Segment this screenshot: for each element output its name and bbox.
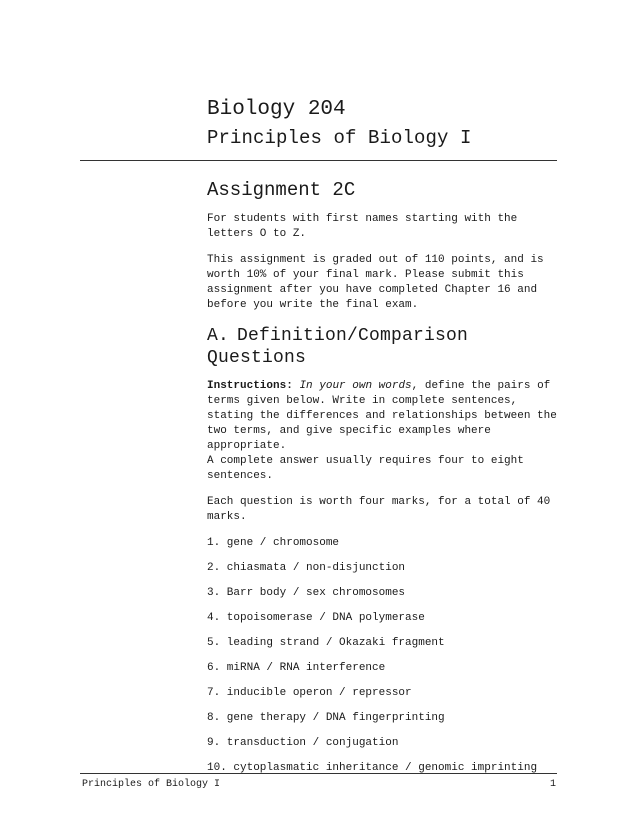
page-number: 1 bbox=[549, 779, 556, 790]
marks-note: Each question is worth four marks, for a total of 40 marks. bbox=[207, 496, 551, 523]
section-a-letter: A. bbox=[207, 326, 230, 346]
list-item: 7. inducible operon / repressor bbox=[207, 687, 412, 699]
assignment-title: Assignment 2C bbox=[207, 179, 356, 201]
document-header bbox=[207, 96, 567, 152]
footer-title: Principles of Biology I bbox=[82, 779, 221, 790]
list-item: 3. Barr body / sex chromosomes bbox=[207, 587, 406, 599]
list-item: 8. gene therapy / DNA fingerprinting bbox=[207, 712, 445, 724]
course-name: Principles of Biology I bbox=[207, 127, 472, 149]
list-item: 2. chiasmata / non-disjunction bbox=[207, 562, 406, 574]
footer-divider bbox=[80, 773, 557, 774]
section-a-instructions bbox=[207, 379, 559, 484]
list-item: 6. miRNA / RNA interference bbox=[207, 662, 386, 674]
list-item: 5. leading strand / Okazaki fragment bbox=[207, 637, 445, 649]
instructions-label: Instructions: bbox=[207, 380, 293, 392]
header-divider bbox=[80, 160, 557, 161]
document-body bbox=[207, 178, 559, 786]
instructions-emphasis: In your own words bbox=[299, 380, 412, 392]
list-item: 4. topoisomerase / DNA polymerase bbox=[207, 612, 425, 624]
section-a-title: Definition/Comparison Questions bbox=[207, 326, 469, 368]
list-item: 10. cytoplasmatic inheritance / genomic imprinting bbox=[207, 762, 538, 774]
section-a-heading bbox=[207, 325, 559, 369]
course-code: Biology 204 bbox=[207, 98, 346, 121]
instructions-text: , define the pairs of terms given below. Write in complete sentences, stating the differences and relationships between the two terms, and give specific examples where appropriate. A complete answer usually requires four to eight sentences. bbox=[207, 380, 557, 482]
list-item: 1. gene / chromosome bbox=[207, 537, 340, 549]
assignment-description: This assignment is graded out of 110 points, and is worth 10% of your final mark. Please submit this assignment after you have completed Chapter 16 and before you write the final exam. bbox=[207, 254, 544, 311]
list-item: 9. transduction / conjugation bbox=[207, 737, 399, 749]
question-list bbox=[207, 536, 559, 776]
assignment-audience: For students with first names starting with the letters O to Z. bbox=[207, 213, 518, 240]
document-footer bbox=[82, 778, 556, 792]
